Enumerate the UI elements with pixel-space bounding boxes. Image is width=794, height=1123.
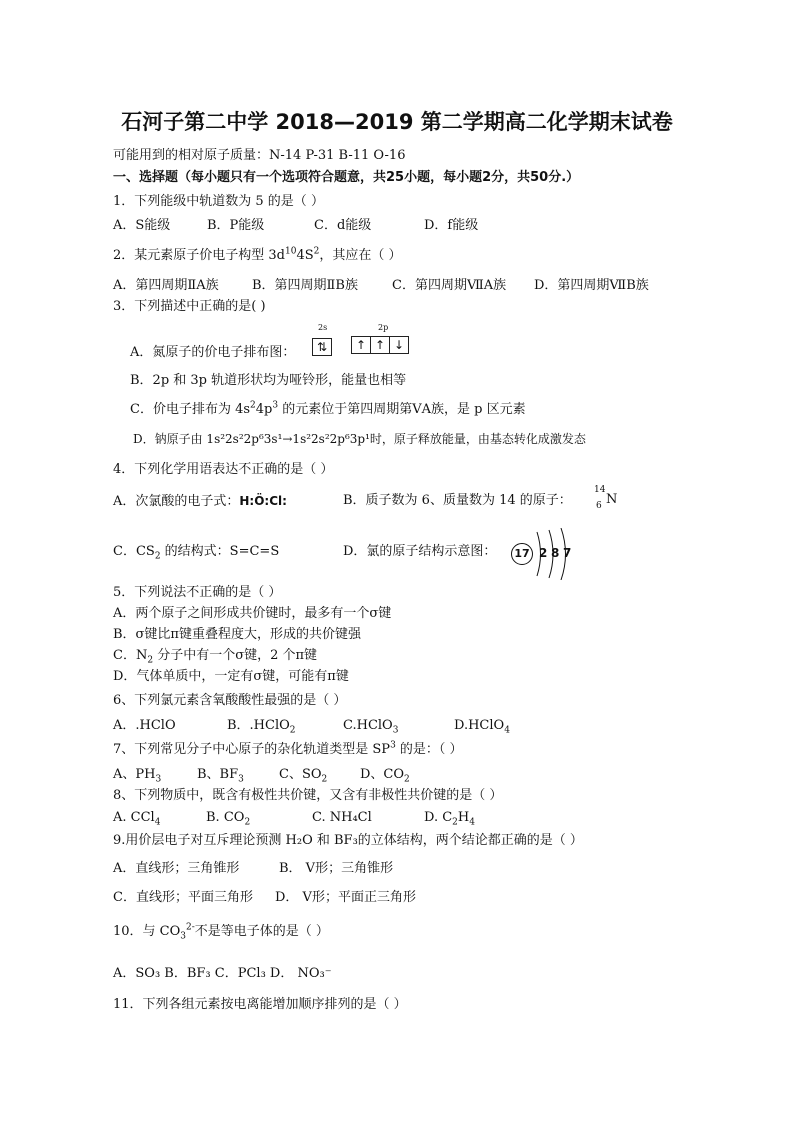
page-title: 石河子第二中学 2018—2019 第二学期高二化学期末试卷: [121, 110, 673, 134]
atomic-masses: 可能用到的相对原子质量：N-14 P-31 B-11 O-16: [113, 148, 406, 163]
q6-option-d: D.HClO$_4$: [454, 718, 510, 736]
orbital-box: ↓: [390, 336, 409, 354]
shell-3-electrons: 7: [563, 546, 572, 560]
q11-stem: 11．下列各组元素按电离能增加顺序排列的是（ ）: [113, 997, 407, 1012]
q5-option-c: C．$N_2$ 分子中有一个σ键，2 个π键: [113, 648, 318, 666]
nuclide-symbol: N: [606, 492, 618, 507]
q5-stem: 5．下列说法不正确的是（ ）: [113, 585, 282, 600]
q7-option-c: C、$SO_2$: [279, 767, 328, 785]
q9-option-b: B． V形；三角锥形: [279, 861, 394, 876]
q1-stem: 1．下列能级中轨道数为 5 的是（ ）: [113, 194, 324, 209]
q4-option-d: D．氯的原子结构示意图：: [343, 544, 497, 559]
q4-stem: 4．下列化学用语表达不正确的是（ ）: [113, 462, 334, 477]
q7-option-a: A、$PH_3$: [113, 767, 162, 785]
q2-option-a: A．第四周期ⅡA族: [113, 278, 219, 293]
q7-option-d: D、$CO_2$: [360, 767, 410, 785]
q8-option-c: C. NH₄Cl: [312, 810, 372, 825]
q6-option-c: C.HClO$_3$: [343, 718, 399, 736]
q10-stem: 10．与 $CO_3^{2-}$不是等电子体的是（ ）: [113, 922, 329, 942]
shell-arc-2: [549, 530, 553, 578]
q5-option-a: A．两个原子之间形成共价键时，最多有一个σ键: [113, 606, 392, 621]
q8-stem: 8、下列物质中，既含有极性共价键，又含有非极性共价键的是（ ）: [113, 788, 503, 803]
nuclide-atomic-number: 6: [596, 501, 602, 511]
q4-option-b: B．质子数为 6、质量数为 14 的原子：: [343, 493, 572, 508]
q2-option-c: C．第四周期ⅦA族: [392, 278, 507, 293]
q8-option-a: A. CCl$_4$: [113, 810, 161, 828]
q6-option-b: B．.HClO$_2$: [227, 718, 296, 736]
q9-option-c: C．直线形；平面三角形: [113, 890, 253, 905]
q2-stem: 2．某元素原子价电子构型 $3d^{10}4S^2$，其应在（ ）: [113, 246, 402, 263]
q3-option-d: D．钠原子由 1s²2s²2p⁶3s¹→1s²2s²2p⁶3p¹时，原子释放能量，由基态转化成激发态: [133, 432, 586, 446]
orbital-box: ↑: [351, 336, 371, 354]
q8-option-d: D. $C_2H_4$: [424, 810, 475, 828]
q2-option-d: D．第四周期ⅦB族: [534, 278, 649, 293]
q5-option-b: B．σ键比π键重叠程度大，形成的共价键强: [113, 627, 361, 642]
q8-option-b: B. $CO_2$: [206, 810, 251, 828]
label-2p: 2p: [378, 323, 389, 332]
nucleus-circle: 17: [511, 543, 533, 565]
shell-1-electrons: 2: [539, 546, 548, 560]
q1-option-a: A．S能级: [113, 218, 171, 233]
shell-2-electrons: 8: [551, 546, 560, 560]
q3-option-b: B．2p 和 3p 轨道形状均为哑铃形，能量也相等: [130, 373, 407, 388]
q2-option-b: B．第四周期ⅡB族: [252, 278, 358, 293]
q10-options: A．SO₃ B．BF₃ C．PCl₃ D． NO₃⁻: [113, 966, 332, 981]
q7-stem: 7、下列常见分子中心原子的杂化轨道类型是 $SP^3$ 的是：（ ）: [113, 740, 463, 757]
q1-option-c: C．d能级: [314, 218, 372, 233]
q3-option-a: A．氮原子的价电子排布图：: [130, 345, 296, 360]
q7-option-b: B、$BF_3$: [197, 767, 244, 785]
hypochlorous-electron-formula: H:Ö:Cl:: [239, 494, 287, 508]
q6-stem: 6、下列氯元素含氧酸酸性最强的是（ ）: [113, 693, 347, 708]
q9-option-d: D． V形；平面正三角形: [275, 890, 416, 905]
q1-option-d: D．f能级: [424, 218, 479, 233]
shell-arc-3: [561, 528, 566, 580]
section-heading: 一、选择题（每小题只有一个选项符合题意，共25小题，每小题2分，共50分.）: [113, 170, 580, 185]
q9-stem: 9.用价层电子对互斥理论预测 H₂O 和 BF₃的立体结构，两个结论都正确的是（ ）: [113, 833, 583, 848]
nuclide-mass-number: 14: [594, 485, 606, 495]
q4-option-a: A．次氯酸的电子式：H:Ö:Cl:: [113, 494, 287, 509]
orbital-2p-boxes: [351, 336, 409, 354]
q5-option-d: D．气体单质中，一定有σ键，可能有π键: [113, 669, 349, 684]
q1-option-b: B．P能级: [207, 218, 265, 233]
shell-arc-1: [537, 532, 541, 576]
label-2s: 2s: [318, 323, 328, 332]
orbital-box: ↑: [371, 336, 390, 354]
q3-option-c: C．价电子排布为 $4s^24p^3$ 的元素位于第四周期第ⅤA族，是 p 区元素: [130, 400, 526, 417]
q6-option-a: A．.HClO: [113, 718, 176, 733]
q9-option-a: A．直线形；三角锥形: [113, 861, 240, 876]
q4-option-c: C．$CS_2$ 的结构式：S=C=S: [113, 544, 280, 562]
orbital-2s-box: [312, 336, 332, 356]
orbital-box: ⇅: [312, 338, 332, 356]
electron-shell-arcs: [532, 528, 580, 580]
q3-stem: 3．下列描述中正确的是( ): [113, 299, 266, 314]
